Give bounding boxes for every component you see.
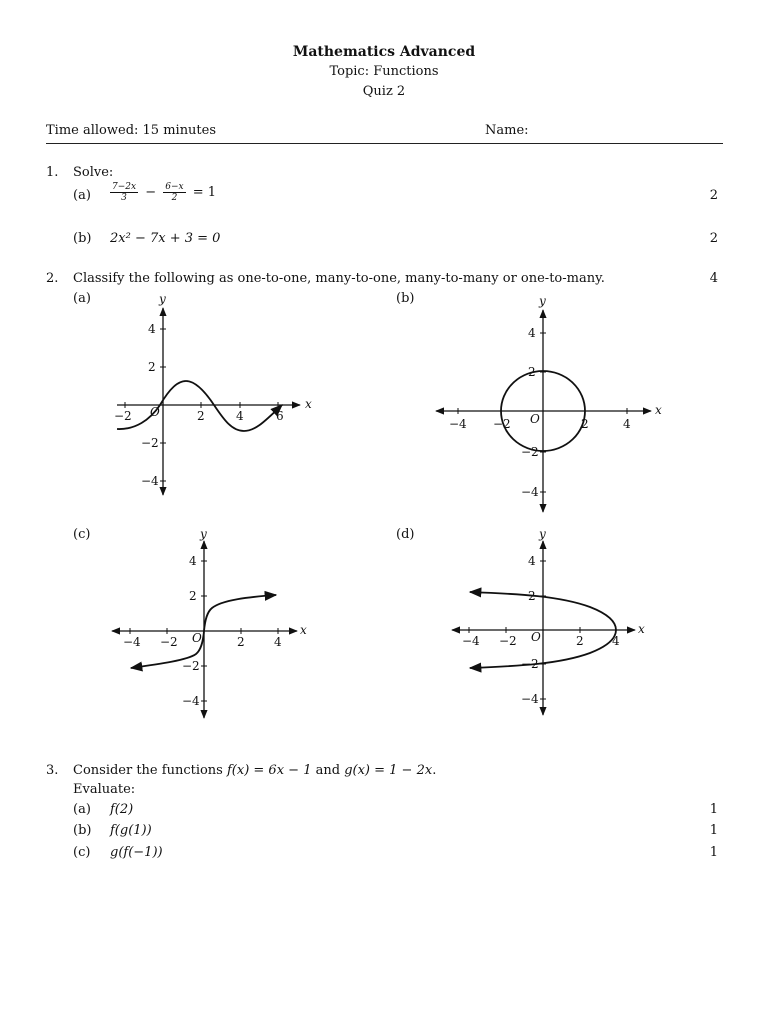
graph-a-xtick: −2 xyxy=(114,409,132,423)
q3a-expr: f(2) xyxy=(110,802,134,817)
q2-prompt: Classify the following as one-to-one, many-to-one, many-to-many or one-to-many. xyxy=(73,271,605,286)
q3a-marks: 1 xyxy=(709,802,718,817)
q3-number: 3. xyxy=(46,763,59,778)
graph-d-ytick: −4 xyxy=(521,692,539,706)
graph-a-ytick: −4 xyxy=(141,474,159,488)
graph-d-ytick: −2 xyxy=(521,657,539,671)
fraction-2: $\frac{6-x}{2}$ xyxy=(165,182,184,203)
q3b-marks: 1 xyxy=(709,823,718,838)
graph-b-xtick: 2 xyxy=(581,417,589,431)
graph-b-xtick: 4 xyxy=(623,417,631,431)
graph-b-ytick: 2 xyxy=(528,365,536,379)
graph-a-ytick: −2 xyxy=(141,436,159,450)
q2-marks: 4 xyxy=(709,271,718,286)
graph-d xyxy=(452,527,645,715)
q3-prompt: Consider the functions f(x) = 6x − 1 and g(x) = 1 − 2x. xyxy=(73,763,437,778)
graph-c-origin: O xyxy=(192,631,202,645)
q1b-label: (b) xyxy=(73,231,92,246)
graph-d-ytick: 2 xyxy=(528,589,536,603)
graph-a-xtick: 6 xyxy=(276,409,284,423)
graph-b xyxy=(436,294,662,512)
g-definition: g(x) = 1 − 2x xyxy=(344,763,433,778)
q2-number: 2. xyxy=(46,271,59,286)
graph-d-x-label: x xyxy=(638,622,645,636)
graph-b-ytick: −2 xyxy=(521,445,539,459)
fraction-1: $\frac{7-2x}{3}$ xyxy=(112,182,137,203)
graph-a-xtick: 4 xyxy=(236,409,244,423)
graph-b-xtick: −4 xyxy=(449,417,467,431)
graph-b-ytick: −4 xyxy=(521,485,539,499)
f-definition: f(x) = 6x − 1 xyxy=(226,763,312,778)
graph-c-ytick: −4 xyxy=(182,694,200,708)
quiz-topic: Topic: Functions xyxy=(329,64,439,79)
graph-c-xtick: 2 xyxy=(237,635,245,649)
time-allowed: Time allowed: 15 minutes xyxy=(46,123,217,138)
q1a-marks: 2 xyxy=(709,188,718,203)
graph-c-ytick: 4 xyxy=(189,554,197,568)
graph-c-xtick: 4 xyxy=(274,635,282,649)
q1b-equation: 2x² − 7x + 3 = 0 xyxy=(110,231,221,246)
graph-d-xtick: −4 xyxy=(462,634,480,648)
name-label: Name: xyxy=(485,123,529,138)
graph-b-y-label: y xyxy=(539,294,546,308)
graph-d-xtick: 2 xyxy=(576,634,584,648)
graph-c-ytick: 2 xyxy=(189,589,197,603)
graph-c xyxy=(112,527,307,718)
graph-a-x-label: x xyxy=(305,397,312,411)
q3c-label: (c) xyxy=(73,845,91,860)
graph-b-label: (b) xyxy=(396,291,415,306)
q1b-marks: 2 xyxy=(709,231,718,246)
graph-c-ytick: −2 xyxy=(182,659,200,673)
graph-d-origin: O xyxy=(531,630,541,644)
graph-a xyxy=(114,292,312,495)
graph-a-ytick: 4 xyxy=(148,322,156,336)
graph-b-origin: O xyxy=(530,412,540,426)
graph-a-y-label: y xyxy=(159,292,166,306)
graph-d-label: (d) xyxy=(396,527,415,542)
q3a-label: (a) xyxy=(73,802,91,817)
q1a-label: (a) xyxy=(73,188,91,203)
q3c-expr: g(f(−1)) xyxy=(110,845,163,860)
graph-a-curve xyxy=(117,381,282,431)
graph-c-label: (c) xyxy=(73,527,91,542)
graph-c-y-label: y xyxy=(200,527,207,541)
graph-c-xtick: −2 xyxy=(160,635,178,649)
graph-a-xtick: 2 xyxy=(197,409,205,423)
graph-d-y-label: y xyxy=(539,527,546,541)
quiz-title: Mathematics Advanced xyxy=(292,44,476,60)
graph-a-origin: O xyxy=(150,405,160,419)
quiz-number: Quiz 2 xyxy=(362,84,406,99)
graph-a-label: (a) xyxy=(73,291,91,306)
graph-d-xtick: 4 xyxy=(612,634,620,648)
q3c-marks: 1 xyxy=(709,845,718,860)
graph-d-ytick: 4 xyxy=(528,554,536,568)
graph-b-x-label: x xyxy=(655,403,662,417)
graph-c-x-label: x xyxy=(300,623,307,637)
graph-b-xtick: −2 xyxy=(493,417,511,431)
q3b-expr: f(g(1)) xyxy=(110,823,152,838)
graph-a-ytick: 2 xyxy=(148,360,156,374)
graph-d-xtick: −2 xyxy=(499,634,517,648)
q1a-equation: $\frac{7-2x}{3}$ − $\frac{6-x}{2}$ = 1 xyxy=(112,182,217,203)
graph-c-xtick: −4 xyxy=(123,635,141,649)
q3-evaluate: Evaluate: xyxy=(73,782,136,797)
q1-number: 1. xyxy=(46,165,59,180)
q1-prompt: Solve: xyxy=(73,165,114,180)
q3b-label: (b) xyxy=(73,823,92,838)
graph-b-ytick: 4 xyxy=(528,326,536,340)
